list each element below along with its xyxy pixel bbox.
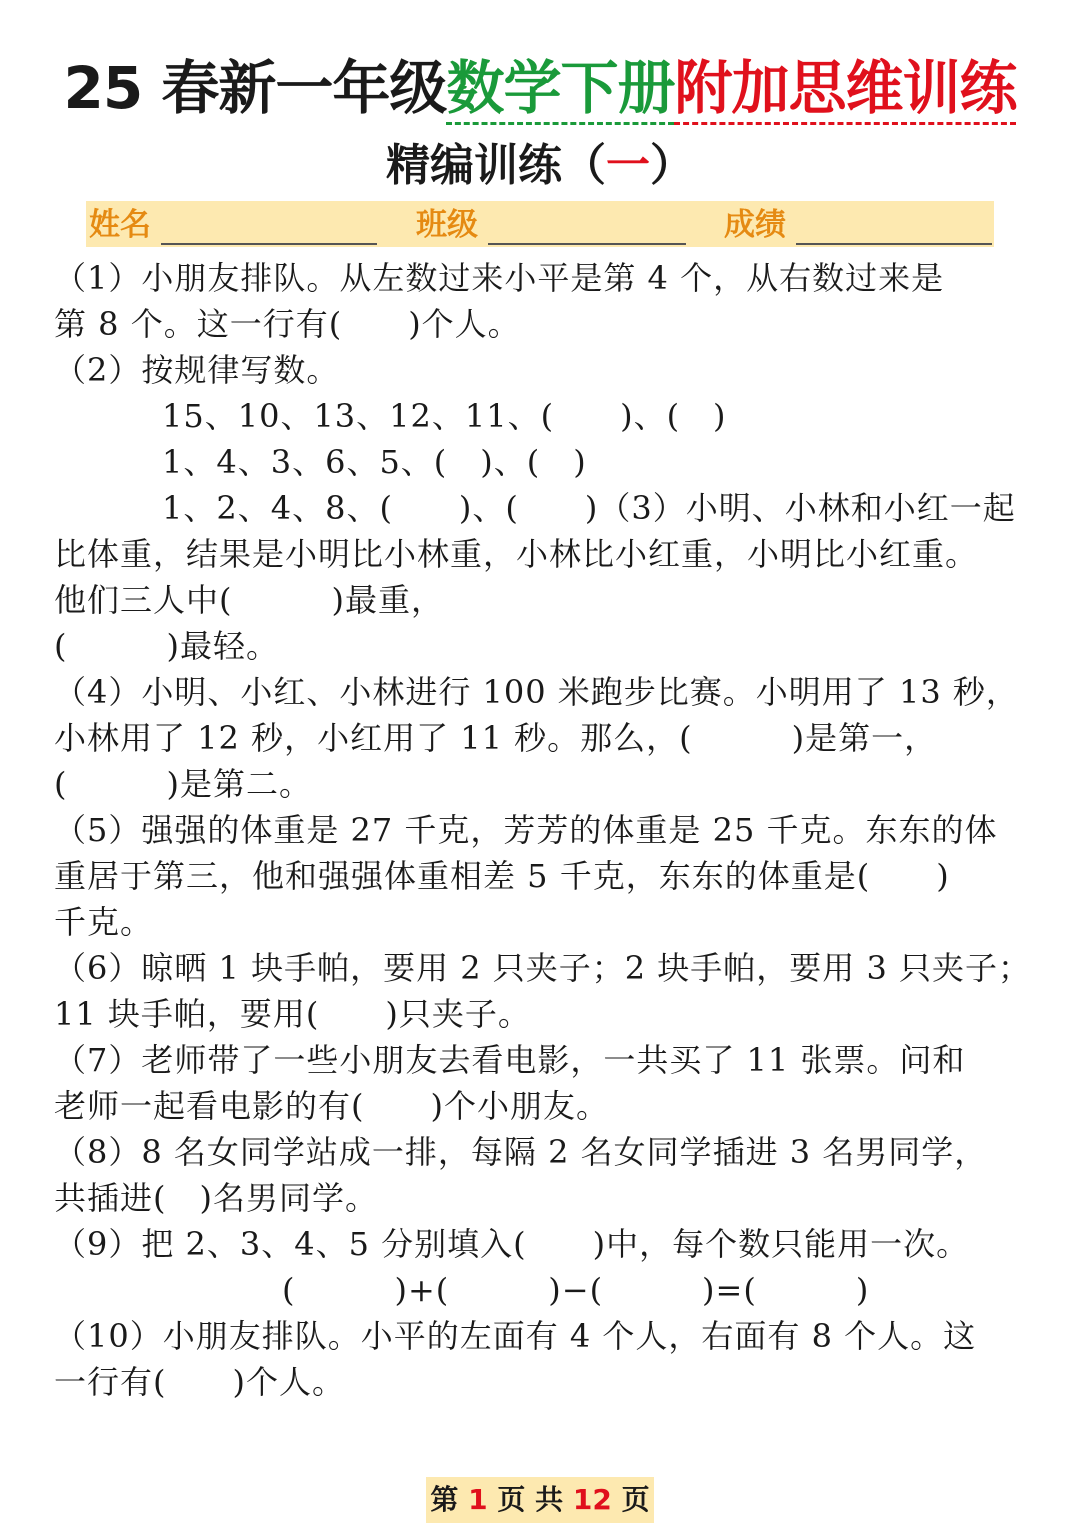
question-line: （7）老师带了一些小朋友去看电影，一共买了 11 张票。问和 <box>54 1041 966 1079</box>
name-field[interactable] <box>161 243 377 245</box>
score-label: 成绩 <box>724 207 786 243</box>
worksheet-subtitle <box>0 136 1080 196</box>
title-part-red: 附加思维训练 <box>674 54 1016 125</box>
class-label: 班级 <box>416 207 478 243</box>
page-pre: 第 <box>430 1483 469 1516</box>
question-list <box>54 255 1034 1405</box>
question-line: ( )是第二。 <box>54 765 312 803</box>
page-indicator <box>426 1477 654 1523</box>
page-total: 12 <box>572 1483 612 1516</box>
question-line: 小林用了 12 秒，小红用了 11 秒。那么，( )是第一， <box>54 719 938 757</box>
question-line: 11 块手帕，要用( )只夹子。 <box>54 995 531 1033</box>
question-line: 老师一起看电影的有( )个小朋友。 <box>54 1087 609 1125</box>
page-mid: 页 共 <box>487 1483 573 1516</box>
question-line: （9）把 2、3、4、5 分别填入( )中，每个数只能用一次。 <box>54 1225 970 1263</box>
question-line: （5）强强的体重是 27 千克，芳芳的体重是 25 千克。东东的体 <box>54 811 998 849</box>
question-line: （1）小朋友排队。从左数过来小平是第 4 个，从右数过来是 <box>54 259 945 297</box>
question-line: （10）小朋友排队。小平的左面有 4 个人，右面有 8 个人。这 <box>54 1317 977 1355</box>
question-line: 共插进( )名男同学。 <box>54 1179 378 1217</box>
score-field[interactable] <box>796 243 992 245</box>
question-line: （2）按规律写数。 <box>54 351 340 389</box>
question-line: 他们三人中( )最重， <box>54 581 444 619</box>
question-line: 重居于第三，他和强强体重相差 5 千克，东东的体重是( ) <box>54 857 950 895</box>
class-field[interactable] <box>488 243 686 245</box>
question-line: （8）8 名女同学站成一排，每隔 2 名女同学插进 3 名男同学， <box>54 1133 988 1171</box>
subtitle-text: 精编训练（ <box>386 140 606 191</box>
sequence-line: 1、4、3、6、5、( )、( ) <box>162 443 587 481</box>
page-post: 页 <box>611 1483 650 1516</box>
title-part-black: 25 春新一年级 <box>63 54 447 122</box>
question-line: 比体重，结果是小明比小林重，小林比小红重，小明比小红重。 <box>54 535 979 573</box>
question-line: （4）小明、小红、小林进行 100 米跑步比赛。小明用了 13 秒， <box>54 673 1019 711</box>
worksheet-title <box>0 52 1080 124</box>
question-line: 千克。 <box>54 903 154 941</box>
question-line: 第 8 个。这一行有( )个人。 <box>54 305 521 343</box>
subtitle-number: 一 <box>606 140 650 191</box>
student-info-bar <box>86 201 994 247</box>
equation-line: ( )+( )−( )=( ) <box>282 1271 870 1309</box>
sequence-line: 1、2、4、8、( )、( )（3）小明、小林和小红一起 <box>162 489 1016 527</box>
question-line: ( )最轻。 <box>54 627 279 665</box>
sequence-line: 15、10、13、12、11、( )、( ) <box>162 397 727 435</box>
subtitle-close: ） <box>650 140 694 191</box>
title-part-green: 数学下册 <box>446 54 674 125</box>
question-line: （6）晾晒 1 块手帕，要用 2 只夹子；2 块手帕，要用 3 只夹子； <box>54 949 1032 987</box>
question-line: 一行有( )个人。 <box>54 1363 345 1401</box>
name-label: 姓名 <box>89 207 151 243</box>
page-number: 1 <box>468 1483 488 1516</box>
